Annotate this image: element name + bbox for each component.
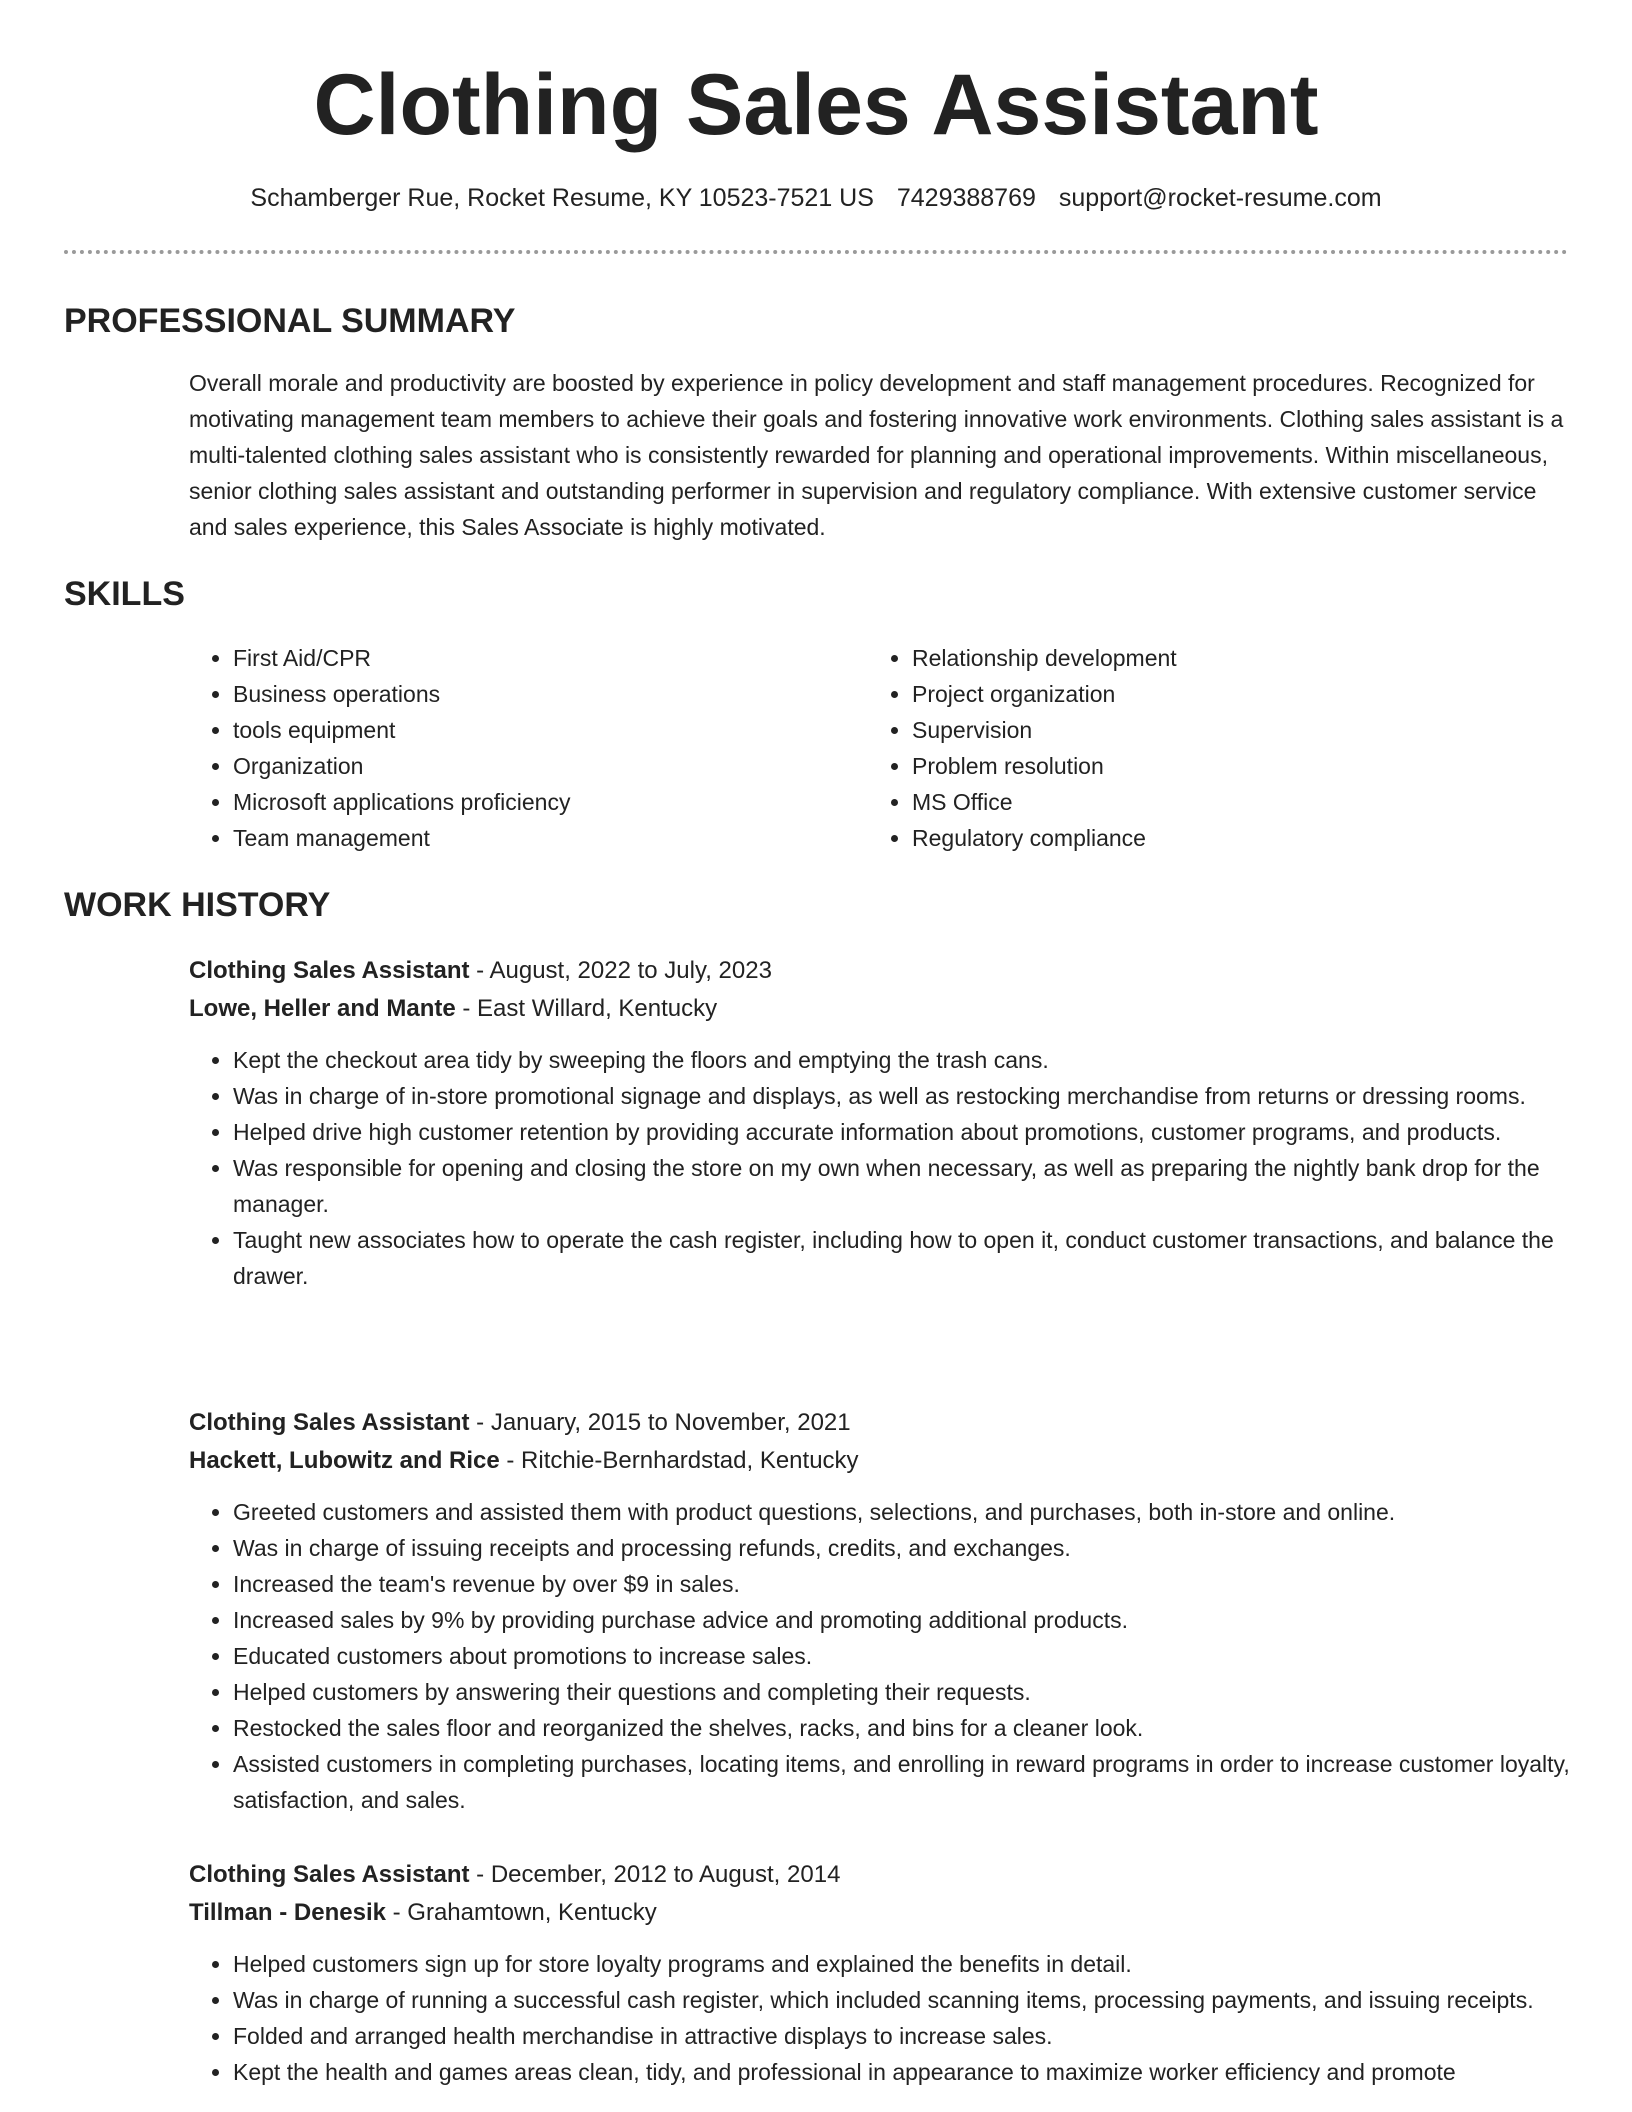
- job-role: Clothing Sales Assistant: [189, 957, 470, 984]
- section-title-work-history: WORK HISTORY: [64, 886, 331, 924]
- job-duty: • Kept the checkout area tidy by sweeping the floors and emptying the trash cans.: [233, 1042, 1574, 1078]
- job-company-line: [189, 1442, 1574, 1480]
- job-duty: • Folded and arranged health merchandise in attractive displays to increase sales.: [233, 2018, 1574, 2054]
- skill-item: • tools equipment: [233, 712, 570, 748]
- skill-item: • Business operations: [233, 676, 570, 712]
- job-role: Clothing Sales Assistant: [189, 1409, 470, 1436]
- job-duty: • Was in charge of running a successful cash register, which included scanning items, processing payments, and issuing receipts.: [233, 1982, 1574, 2018]
- job-entry: [189, 1856, 1574, 2090]
- job-location: - East Willard, Kentucky: [455, 995, 718, 1022]
- job-duty: • Restocked the sales floor and reorganized the shelves, racks, and bins for a cleaner look.: [233, 1710, 1574, 1746]
- contact-email: support@rocket-resume.com: [1058, 184, 1382, 212]
- job-dates: - December, 2012 to August, 2014: [469, 1861, 841, 1888]
- job-duty: • Helped customers sign up for store loyalty programs and explained the benefits in detail.: [233, 1946, 1574, 1982]
- job-duty: • Was responsible for opening and closing the store on my own when necessary, as well as preparing the nightly bank drop for the manager.: [233, 1150, 1574, 1222]
- job-duty: • Educated customers about promotions to increase sales.: [233, 1638, 1574, 1674]
- skill-item: • First Aid/CPR: [233, 640, 570, 676]
- job-title-line: [189, 1404, 1574, 1442]
- section-title-summary: PROFESSIONAL SUMMARY: [64, 302, 516, 340]
- summary-text: Overall morale and productivity are boosted by experience in policy development and staff management procedures. Recognized for motivating management team members to achieve their goals and fostering innovative work environments. Clothing sales assistant is a multi-talented clothing sales assistant who is consistently rewarded for planning and operational improvements. Within miscellaneous, senior clothing sales assistant and outstanding performer in supervision and regulatory compliance. With extensive customer service and sales experience, this Sales Associate is highly motivated.: [189, 370, 1564, 540]
- job-title-line: [189, 1856, 1574, 1894]
- job-company: Hackett, Lubowitz and Rice: [189, 1447, 500, 1474]
- job-title-line: [189, 952, 1574, 990]
- skill-item: • Relationship development: [912, 640, 1177, 676]
- job-duty: • Was in charge of in-store promotional signage and displays, as well as restocking merchandise from returns or dressing rooms.: [233, 1078, 1574, 1114]
- job-duty: • Helped drive high customer retention by providing accurate information about promotions, customer programs, and products.: [233, 1114, 1574, 1150]
- skill-item: • MS Office: [912, 784, 1177, 820]
- skill-item: • Project organization: [912, 676, 1177, 712]
- skills-list-right: [868, 640, 1177, 856]
- skill-item: • Problem resolution: [912, 748, 1177, 784]
- job-location: - Grahamtown, Kentucky: [385, 1899, 657, 1926]
- skill-item: • Microsoft applications proficiency: [233, 784, 570, 820]
- job-duty: • Helped customers by answering their questions and completing their requests.: [233, 1674, 1574, 1710]
- job-duties: [189, 1946, 1574, 2090]
- job-duties: [189, 1042, 1574, 1294]
- job-duty: • Was in charge of issuing receipts and processing refunds, credits, and exchanges.: [233, 1530, 1574, 1566]
- job-company: Lowe, Heller and Mante: [189, 995, 456, 1022]
- job-dates: - August, 2022 to July, 2023: [469, 957, 772, 984]
- job-location: - Ritchie-Bernhardstad, Kentucky: [499, 1447, 859, 1474]
- contact-info: [0, 180, 1632, 216]
- job-duty: • Kept the health and games areas clean, tidy, and professional in appearance to maximize worker efficiency and promote: [233, 2054, 1574, 2090]
- job-duty: • Assisted customers in completing purchases, locating items, and enrolling in reward programs in order to increase customer loyalty, satisfaction, and sales.: [233, 1746, 1574, 1818]
- job-company: Tillman - Denesik: [189, 1899, 386, 1926]
- section-title-skills: SKILLS: [64, 575, 185, 613]
- job-duty: • Increased sales by 9% by providing purchase advice and promoting additional products.: [233, 1602, 1574, 1638]
- header-divider: [64, 250, 1568, 254]
- job-company-line: [189, 1894, 1574, 1932]
- job-role: Clothing Sales Assistant: [189, 1861, 470, 1888]
- skills-list-left: [189, 640, 570, 856]
- resume-title: Clothing Sales Assistant: [313, 57, 1319, 153]
- skill-item: • Supervision: [912, 712, 1177, 748]
- job-duty: • Greeted customers and assisted them with product questions, selections, and purchases, both in-store and online.: [233, 1494, 1574, 1530]
- skill-item: • Organization: [233, 748, 570, 784]
- job-duty: • Taught new associates how to operate the cash register, including how to open it, conduct customer transactions, and balance the drawer.: [233, 1222, 1574, 1294]
- job-entry: [189, 1404, 1574, 1818]
- job-duties: [189, 1494, 1574, 1818]
- contact-phone: 7429388769: [896, 184, 1036, 212]
- skill-item: • Regulatory compliance: [912, 820, 1177, 856]
- job-entry: [189, 952, 1574, 1294]
- skill-item: • Team management: [233, 820, 570, 856]
- contact-address: Schamberger Rue, Rocket Resume, KY 10523-7521 US: [250, 184, 874, 212]
- job-dates: - January, 2015 to November, 2021: [469, 1409, 851, 1436]
- job-company-line: [189, 990, 1574, 1028]
- job-duty: • Increased the team's revenue by over $9 in sales.: [233, 1566, 1574, 1602]
